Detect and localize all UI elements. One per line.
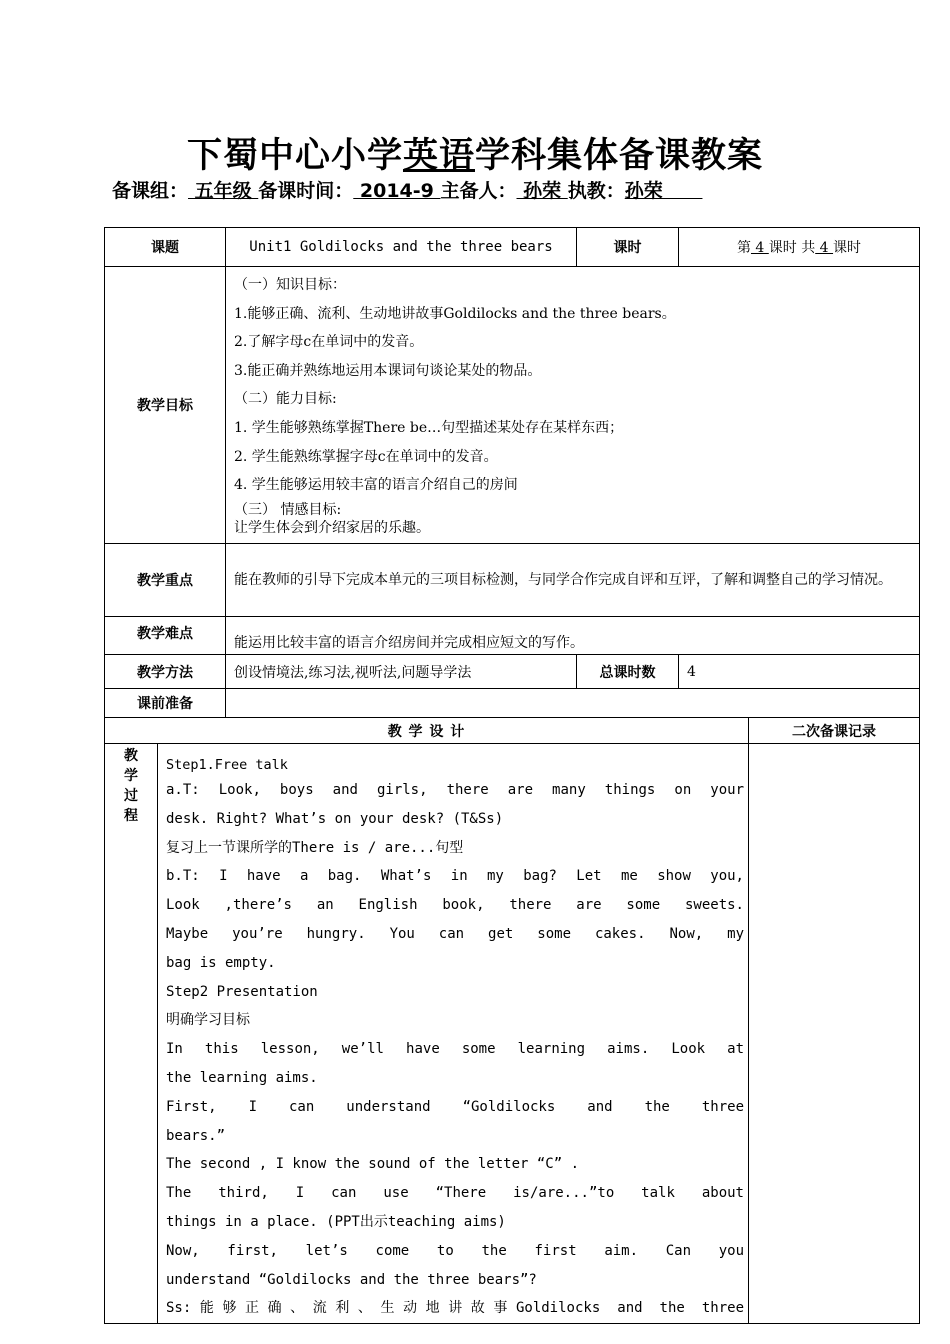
difficult-row	[105, 617, 920, 655]
process-content	[158, 744, 749, 1324]
total-label: 总课时数	[577, 655, 679, 689]
time-value: 2014-9	[353, 180, 441, 202]
prep-row	[105, 689, 920, 718]
difficult-label: 教学难点	[105, 617, 226, 655]
title-school: 下蜀中心小学	[186, 136, 403, 176]
process-line: First, I can understand “Goldilocks and the three	[166, 1098, 744, 1115]
record-label: 二次备课记录	[749, 718, 920, 744]
lesson-plan-table	[104, 227, 920, 1324]
process-line: Ss:能够正确、流利、生动地讲故事Goldilocks and the three	[166, 1300, 744, 1317]
process-line: Maybe you’re hungry. You can get some cakes. Now, my	[166, 925, 744, 942]
design-label: 教 学 设 计	[105, 718, 749, 744]
period-value: 第 4 课时 共 4 课时	[679, 228, 920, 267]
process-line: understand “Goldilocks and the three bears”?	[166, 1271, 537, 1288]
goal-line: 2. 学生能熟练掌握字母c在单词中的发音。	[234, 448, 498, 465]
prep-info-line	[112, 176, 702, 203]
goal-line: 1.能够正确、流利、生动地讲故事Goldilocks and the three bears。	[234, 305, 676, 322]
time-label: 备课时间：	[258, 180, 354, 202]
goal-line: 3.能正确并熟练地运用本课词句谈论某处的物品。	[234, 362, 542, 379]
process-line: Now, first, let’s come to the first aim. Can you	[166, 1242, 744, 1259]
method-value: 创设情境法,练习法,视听法,问题导学法	[226, 655, 577, 689]
method-label: 教学方法	[105, 655, 226, 689]
process-line: b.T: I have a bag. What’s in my bag? Let me show you,	[166, 868, 744, 885]
process-line: Look ,there’s an English book, there are some sweets.	[166, 897, 744, 914]
difficult-value: 能运用比较丰富的语言介绍房间并完成相应短文的写作。	[226, 617, 920, 655]
process-line: The third, I can use “There is/are...”to talk about	[166, 1185, 744, 1202]
process-line: 明确学习目标	[166, 1012, 250, 1029]
title-suffix: 学科集体备课教案	[475, 136, 764, 176]
goal-line: （三） 情感目标:	[234, 501, 342, 518]
total-value: 4	[679, 655, 920, 689]
topic-value: Unit1 Goldilocks and the three bears	[226, 228, 577, 267]
process-line: 复习上一节课所学的There is / are...句型	[166, 839, 464, 856]
topic-label: 课题	[105, 228, 226, 267]
group-value: 五年级	[188, 180, 259, 202]
goal-line: （一）知识目标：	[234, 277, 346, 293]
goals-row	[105, 267, 920, 544]
key-label: 教学重点	[105, 544, 226, 617]
method-row	[105, 655, 920, 689]
goal-line: （二）能力目标:	[234, 391, 337, 408]
process-line: bag is empty.	[166, 954, 276, 971]
prep-value	[226, 689, 920, 718]
process-line: desk. Right? What’s on your desk? (T&Ss)	[166, 810, 504, 827]
page-title	[0, 128, 950, 178]
process-line: things in a place. (PPT出示teaching aims)	[166, 1213, 506, 1230]
preparer-value: 孙荣	[516, 180, 568, 202]
goals-content	[226, 267, 920, 544]
teacher-label: 执教：	[567, 180, 625, 202]
key-value: 能在教师的引导下完成本单元的三项目标检测，与同学合作完成自评和互评，了解和调整自己的学习情况。	[226, 544, 920, 617]
process-line: The second , I know the sound of the letter “C” .	[166, 1156, 580, 1173]
group-label: 备课组：	[112, 180, 189, 202]
design-header-row	[105, 718, 920, 744]
record-content	[749, 744, 920, 1324]
process-line: bears.”	[166, 1127, 226, 1144]
preparer-label: 主备人：	[440, 180, 517, 202]
title-subject: 英语	[402, 136, 475, 176]
goal-line: 1. 学生能够熟练掌握There be…句型描述某处存在某样东西；	[234, 419, 624, 436]
goal-line: 4. 学生能够运用较丰富的语言介绍自己的房间	[234, 477, 518, 494]
process-label: 教学过程	[105, 744, 158, 1324]
key-row	[105, 544, 920, 617]
teacher-value: 孙荣	[624, 180, 703, 202]
goal-line: 让学生体会到介绍家居的乐趣。	[234, 519, 430, 536]
goals-label: 教学目标	[105, 267, 226, 544]
process-line: the learning aims.	[166, 1069, 318, 1086]
topic-row	[105, 228, 920, 267]
process-line: a.T: Look, boys and girls, there are many things on your	[166, 782, 744, 798]
process-row	[105, 744, 920, 1324]
prep-label: 课前准备	[105, 689, 226, 718]
goal-line: 2.了解字母c在单词中的发音。	[234, 334, 424, 351]
process-line: In this lesson, we’ll have some learning aims. Look at	[166, 1041, 744, 1058]
process-line: Step2 Presentation	[166, 983, 318, 1000]
period-label: 课时	[577, 228, 679, 267]
process-line: Step1.Free talk	[166, 757, 288, 773]
